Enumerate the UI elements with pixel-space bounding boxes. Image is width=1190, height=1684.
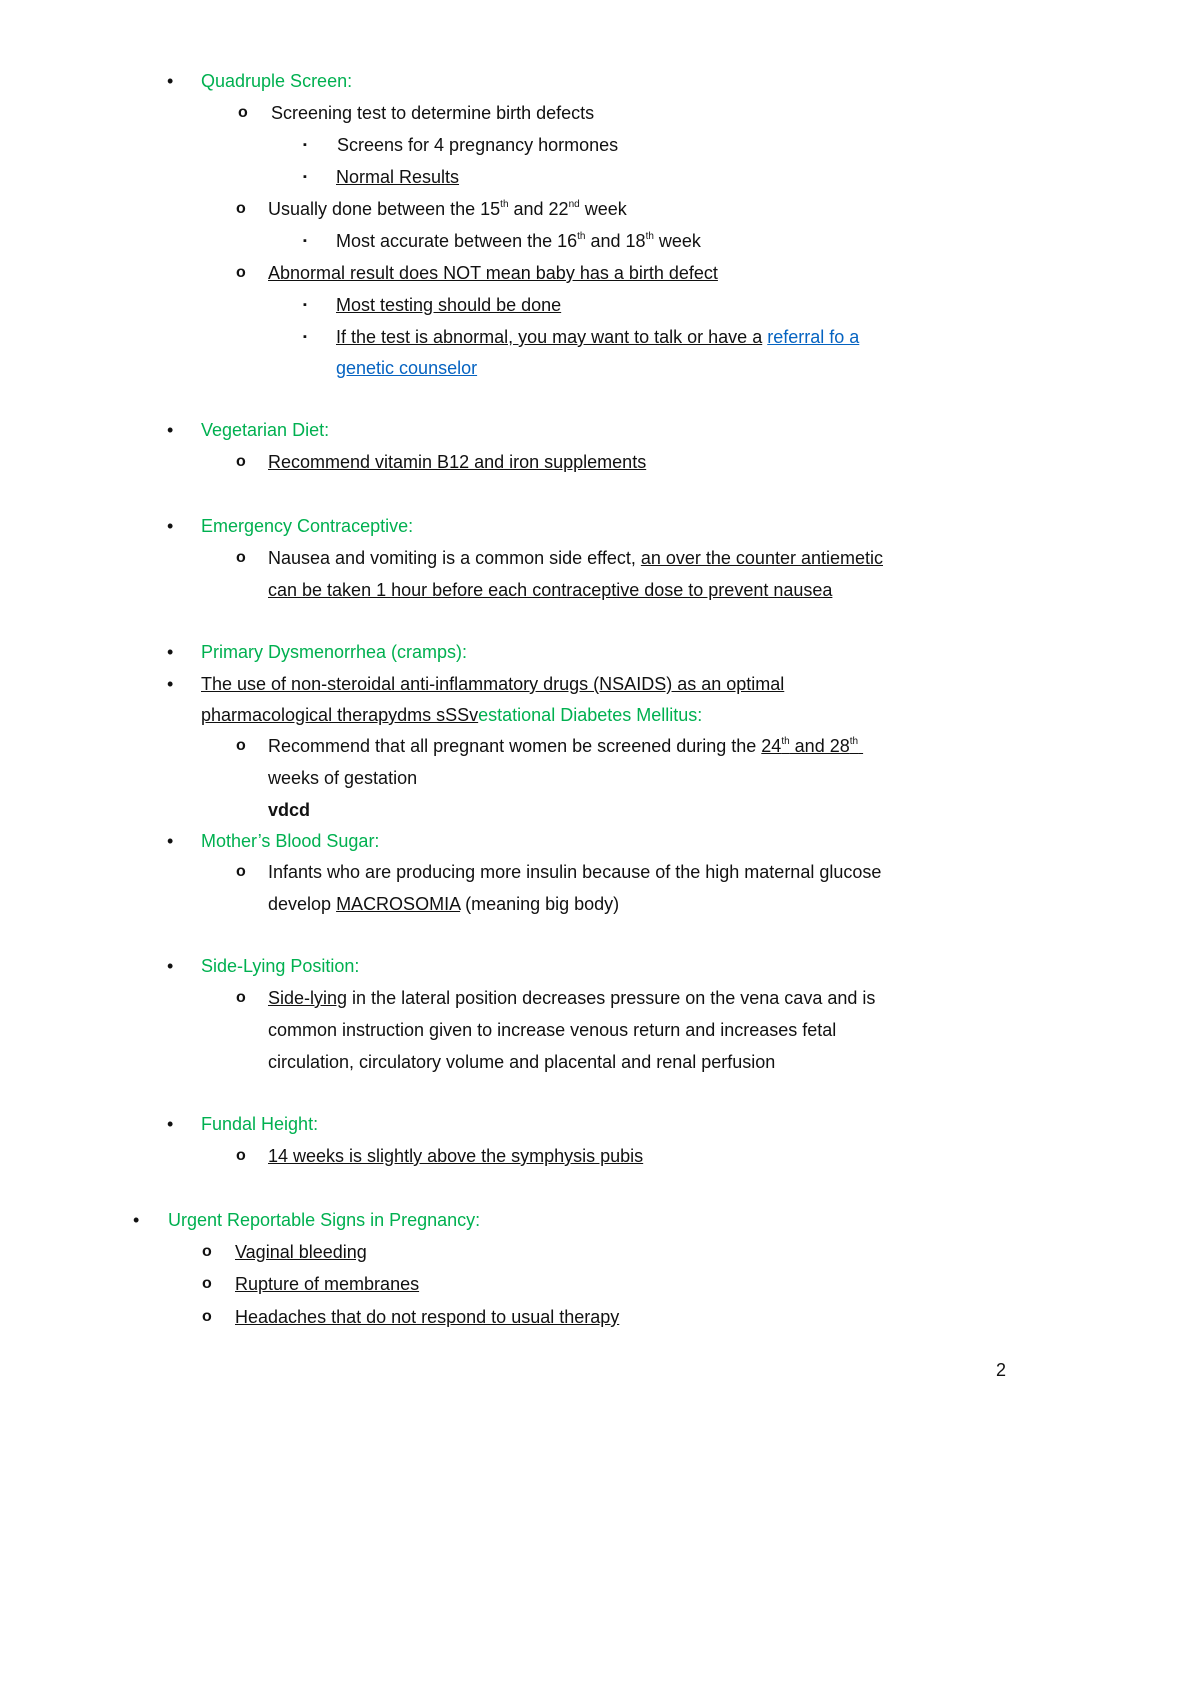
- stray-text: vdcd: [268, 800, 311, 820]
- list-item: Abnormal result does NOT mean baby has a birth defect: [268, 263, 718, 283]
- text: Recommend that all pregnant women be screened during the: [268, 736, 762, 756]
- section-heading-gestational-diabetes: estational Diabetes Mellitus:: [478, 705, 703, 725]
- referral-link[interactable]: referral fo a: [767, 327, 860, 347]
- list-item: Recommend vitamin B12 and iron supplements: [268, 452, 647, 472]
- square-bullet-icon: ▪: [303, 139, 307, 151]
- text: Usually done between the 15: [268, 199, 501, 219]
- section-heading-vegetarian-diet: Vegetarian Diet:: [201, 420, 330, 440]
- circle-bullet-icon: o: [202, 1308, 212, 1325]
- list-item: Infants who are producing more insulin because of the high maternal glucose: [268, 862, 882, 882]
- list-item-continued: [201, 703, 702, 727]
- text: Most accurate between the 16: [336, 231, 578, 251]
- circle-bullet-icon: o: [238, 104, 248, 121]
- square-bullet-icon: ▪: [303, 299, 307, 311]
- section-heading-emergency-contraceptive: Emergency Contraceptive:: [201, 516, 414, 536]
- text: (meaning big body): [460, 894, 620, 914]
- page-number: 2: [996, 1360, 1007, 1380]
- text: week: [653, 231, 701, 251]
- list-item: [268, 734, 863, 758]
- circle-bullet-icon: o: [236, 989, 246, 1006]
- bullet-icon: •: [167, 642, 174, 662]
- section-heading-side-lying: Side-Lying Position:: [201, 956, 360, 976]
- bullet-icon: •: [167, 71, 174, 91]
- list-item: 14 weeks is slightly above the symphysis pubis: [268, 1146, 644, 1166]
- text: If the test is abnormal, you may want to talk or have a: [336, 327, 763, 347]
- list-item: Normal Results: [336, 167, 460, 187]
- circle-bullet-icon: o: [236, 549, 246, 566]
- list-item: Screens for 4 pregnancy hormones: [337, 135, 619, 155]
- text: MACROSOMIA: [336, 894, 461, 914]
- circle-bullet-icon: o: [236, 264, 246, 281]
- list-item: [268, 986, 875, 1010]
- list-item-continued: can be taken 1 hour before each contraceptive dose to prevent nausea: [268, 580, 833, 600]
- circle-bullet-icon: o: [236, 200, 246, 217]
- text: and 28: [789, 736, 850, 756]
- text: and 18: [585, 231, 646, 251]
- text: develop: [268, 894, 337, 914]
- circle-bullet-icon: o: [236, 863, 246, 880]
- list-item: [268, 197, 627, 221]
- superscript: th: [500, 199, 509, 210]
- circle-bullet-icon: o: [236, 737, 246, 754]
- bullet-icon: •: [167, 956, 174, 976]
- list-item-continued: [268, 892, 619, 916]
- list-item: Screening test to determine birth defects: [271, 103, 595, 123]
- text: and 22: [508, 199, 569, 219]
- list-item-continued: [336, 356, 477, 380]
- list-item: Headaches that do not respond to usual therapy: [235, 1307, 620, 1327]
- list-item: Vaginal bleeding: [235, 1242, 367, 1262]
- text: pharmacological therapydms sSSv: [201, 705, 479, 725]
- section-heading-quadruple-screen: Quadruple Screen:: [201, 71, 353, 91]
- circle-bullet-icon: o: [202, 1275, 212, 1292]
- text: 24: [761, 736, 782, 756]
- text: Side-lying: [268, 988, 348, 1008]
- superscript: th: [645, 231, 654, 242]
- list-item: [336, 325, 859, 349]
- section-heading-primary-dysmenorrhea: Primary Dysmenorrhea (cramps):: [201, 642, 468, 662]
- bullet-icon: •: [167, 1114, 174, 1134]
- text: an over the counter antiemetic: [640, 548, 883, 568]
- superscript: th: [849, 736, 859, 747]
- superscript: th: [781, 736, 790, 747]
- bullet-icon: •: [167, 516, 174, 536]
- square-bullet-icon: ▪: [303, 235, 307, 247]
- section-heading-blood-sugar: Mother’s Blood Sugar:: [201, 831, 380, 851]
- bullet-icon: •: [167, 420, 174, 440]
- list-item: The use of non-steroidal anti-inflammatory drugs (NSAIDS) as an optimal: [201, 674, 785, 694]
- text: week: [579, 199, 627, 219]
- circle-bullet-icon: o: [236, 1147, 246, 1164]
- list-item: Most testing should be done: [336, 295, 562, 315]
- list-item-continued: common instruction given to increase venous return and increases fetal: [268, 1020, 837, 1040]
- list-item: Rupture of membranes: [235, 1274, 420, 1294]
- section-heading-urgent-signs: Urgent Reportable Signs in Pregnancy:: [168, 1210, 481, 1230]
- list-item: [268, 546, 883, 570]
- bullet-icon: •: [167, 831, 174, 851]
- circle-bullet-icon: o: [236, 453, 246, 470]
- superscript: th: [577, 231, 586, 242]
- superscript: nd: [568, 199, 580, 210]
- bullet-icon: •: [133, 1210, 140, 1230]
- list-item-continued: weeks of gestation: [268, 768, 418, 788]
- list-item: [336, 229, 701, 253]
- text: [761, 736, 863, 756]
- text: Nausea and vomiting is a common side effect,: [268, 548, 641, 568]
- circle-bullet-icon: o: [202, 1243, 212, 1260]
- square-bullet-icon: ▪: [303, 171, 307, 183]
- section-heading-fundal-height: Fundal Height:: [201, 1114, 319, 1134]
- square-bullet-icon: ▪: [303, 331, 307, 343]
- bullet-icon: •: [167, 674, 174, 694]
- genetic-counselor-link[interactable]: genetic counselor: [336, 358, 478, 378]
- text: in the lateral position decreases pressure on the vena cava and is: [347, 988, 876, 1008]
- list-item-continued: circulation, circulatory volume and placental and renal perfusion: [268, 1052, 776, 1072]
